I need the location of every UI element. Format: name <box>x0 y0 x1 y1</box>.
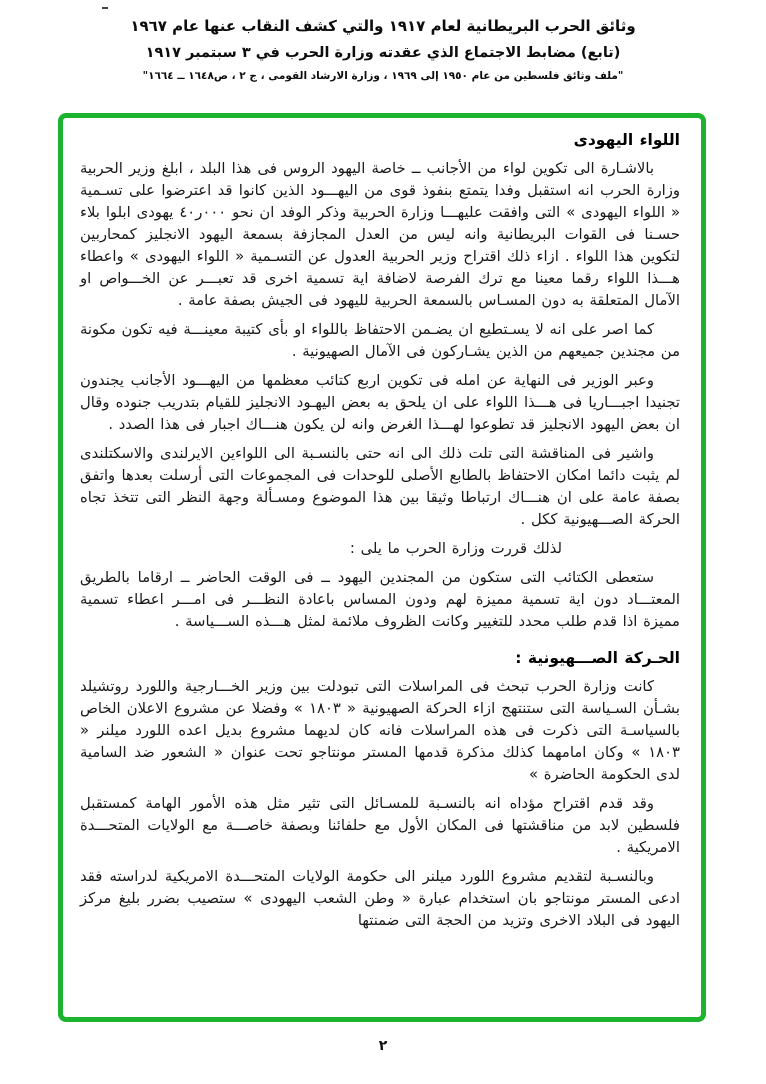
document-source-citation: "ملف وثائق فلسطين من عام ١٩٥٠ إلى ١٩٦٩ ، وزارة الارشاد القومى ، ج ٢ ، ص١٦٤٨ ــ ١٦٦٤" <box>142 70 624 82</box>
paragraph: ستعطى الكتائب التى ستكون من المجندين اليهود ــ فى الوقت الحاضر ــ ارقاما بالطريق المعتـــاد دون اية تسمية مميزة لهم ودون المساس باعادة النظـــر فى امـــر اعطاء تسمية مميزة اذا قدم طلب محدد للتغيير وكانت الظروف ملائمة لمثل هـــذه الســـياسة . <box>80 569 680 630</box>
document-title: وثائق الحرب البريطانية لعام ١٩١٧ والتي كشف النقاب عنها عام ١٩٦٧ <box>130 17 636 35</box>
paragraph: واشير فى المناقشة التى تلت ذلك الى انه حتى بالنسـبة الى اللواءين الايرلندى والاسكتلندى لم يثبت دائما امكان الاحتفاظ بالطابع الأصلى للوحدات فى المجموعات التى أرسلت بعدها واتفق بصفة عامة على ان هنـــاك ارتباطا وثيقا بين هذا الموضوع ومسـألة وجهة النظر التى تتخذ تجاه الحركة الصـــهيونية ككل . <box>80 445 680 528</box>
paragraph: بالاشـارة الى تكوين لواء من الأجانب ــ خاصة اليهود الروس فى هذا البلد ، ابلغ وزير الحربية وزارة الحرب انه استقبل وفدا يتمتع بنفوذ قوى من اليهـــود الذين كانوا قد اعترضوا على تسـمية « اللواء اليهودى » التى وافقت عليهـــا وزارة الحربية وذكر الوفد ان نحو ٠٠٠ر٤٠ يهودى ابلوا بلاء حسـنا فى القوات البريطانية وانه ليس من العدل المجازفة بسمعة اليهود الانجليز كمحاربين لتكوين هذا اللواء . ازاء ذلك اقتراح وزير الحربية العدول عن التسـمية « اللواء اليهودى » واعطاء هـــذا اللواء رقما معينا مع ترك الفرصة لاضافة اية تسمية اخرى قد تعبـــر عن الخـــواص او الآمال المتعلقة به دون المسـاس بالسمعة الحربية لليهود فى الجيش بصفة عامة . <box>80 160 681 309</box>
document-subtitle: (تابع) مضابط الاجتماع الذي عقدته وزارة الحرب في ٣ سبتمبر ١٩١٧ <box>145 45 621 61</box>
document-body <box>80 129 680 932</box>
paragraph: وبالنسـبة لتقديم مشروع اللورد ميلنر الى حكومة الولايات المتحـــدة الامريكية لدراسته فقد ادعى المستر مونتاجو بان استخدام عبارة « وطن الشعب اليهودى » ستصيب بضرر بليغ مركز اليهود فى البلاد الاخرى وتزيد من الحجة التى ضمنتها <box>80 868 680 929</box>
green-highlight-frame <box>58 113 706 1022</box>
decision-lead-line: لذلك قررت وزارة الحرب ما يلى : <box>349 540 562 557</box>
scan-artifact-mark <box>102 7 108 9</box>
page-header <box>0 0 766 82</box>
section-heading-zionist-movement: الحـركة الصـــهيونية : <box>515 649 680 667</box>
paragraph: وقد قدم اقتراح مؤداه انه بالنسـبة للمسـائل التى تثير مثل هذه الأمور الهامة كمستقبل فلسطين لابد من مناقشتها فى المكان الأول مع حلفائنا وبصفة خاصـــة مع الولايات المتحـــدة الامريكية . <box>80 795 680 856</box>
paragraph: كانت وزارة الحرب تبحث فى المراسلات التى تبودلت بين وزير الخـــارجية واللورد روتشيلد بشـأن السـياسة التى ستنتهج ازاء الحركة الصهيونية « ١٨٠٣ » وفضلا عن مشروع الاعلان الخاص بالسياسـة التى ذكرت فى هذه المراسلات فانه كان لديهما مشروع بديل اعده اللورد ميلنر « ١٨٠٣ » وكان امامهما كذلك مذكرة قدمها المستر مونتاجو تحت عنوان « الشعور ضد السامية لدى الحكومة الحاضرة » <box>80 678 681 783</box>
paragraph: وعبر الوزير فى النهاية عن امله فى تكوين اربع كتائب معظمها من اليهـــود الأجانب يجندون تجنيدا اجبـــاريا فى هـــذا اللواء على ان يلحق به بعض اليهـود الانجليز للقيام بتدريب جنوده وقال ان بعض اليهود الانجليز قد تطوعوا لهـــذا الغرض وانه لن يكون هنـــاك اجبار فى هذا الصدد . <box>80 372 680 433</box>
page-number: ٢ <box>378 1038 388 1054</box>
paragraph: كما اصر على انه لا يسـتطيع ان يضـمن الاحتفاظ باللواء او بأى كتيبة معينـــة فيه تكون مكونة من مجندين جميعهم من الذين يشـاركون فى الآمال الصهيونية . <box>80 321 680 360</box>
section-heading-jewish-legion: اللواء اليهودى <box>573 131 680 149</box>
